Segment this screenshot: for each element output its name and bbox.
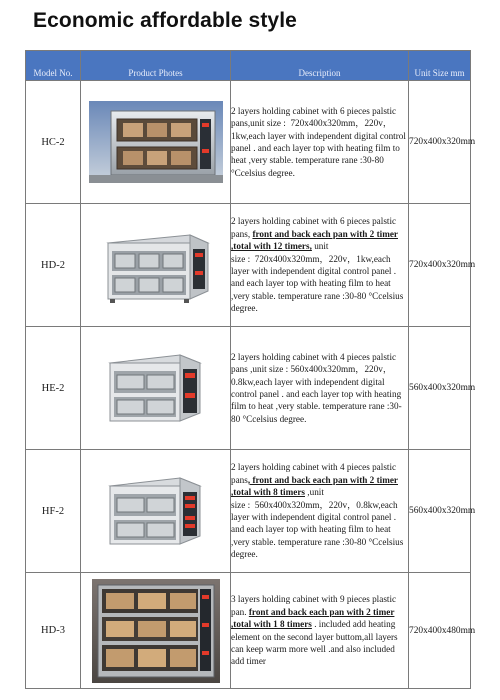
table-row	[26, 204, 471, 327]
product-photo-he2	[104, 347, 208, 429]
description-cell: 2 layers holding cabinet with 6 pieces palstic pans,unit size : 720x400x320mm，220v，1kw,each layer with independent digital control panel . and each layer top with heating film to heat ,very stable. temperature rane :30-80 °Ccelsius degree.	[231, 81, 409, 204]
unit-size-cell: 720x400x480mm	[409, 573, 471, 689]
header-unit-size: Unit Size mm	[409, 51, 471, 81]
product-photo-hc2	[89, 101, 223, 183]
table-header-row	[26, 51, 471, 81]
table-row	[26, 450, 471, 573]
table-row	[26, 81, 471, 204]
model-cell: HC-2	[26, 81, 81, 204]
page-title: Economic affordable style	[33, 9, 297, 32]
product-photo-hf2	[104, 470, 208, 552]
product-photo-cell	[81, 327, 231, 450]
product-photo-hd3	[92, 579, 220, 683]
model-cell: HD-3	[26, 573, 81, 689]
unit-size-cell: 720x400x320mm	[409, 204, 471, 327]
product-photo-cell	[81, 204, 231, 327]
product-photo-cell	[81, 81, 231, 204]
description-cell: 2 layers holding cabinet with 4 pieces palstic pans, front and back each pan with 2 timer ,total with 8 timers ,unit size : 560x400x320mm，220v，0.8kw,each layer with independent digital control panel . and each layer top with heating film to heat ,very stable. temperature rane :30-80 °Ccelsius degree.	[231, 450, 409, 573]
product-photo-cell	[81, 450, 231, 573]
product-photo-hd2	[100, 225, 212, 305]
description-cell: 3 layers holding cabinet with 9 pieces plastic pan. front and back each pan with 2 timer ,total with 1 8 timers . included add heating element on the second layer buttom,all layers can keep warm more well .and also included add timer	[231, 573, 409, 689]
model-cell: HF-2	[26, 450, 81, 573]
model-cell: HE-2	[26, 327, 81, 450]
header-model-no: Model No.	[26, 51, 81, 81]
table-row	[26, 573, 471, 689]
header-product-photos: Product Photes	[81, 51, 231, 81]
description-cell: 2 layers holding cabinet with 4 pieces palstic pans ,unit size : 560x400x320mm，220v，0.8kw,each layer with independent digital control panel . and each layer top with heating film to heat ,very stable. temperature rane :30-80 °Ccelsius degree.	[231, 327, 409, 450]
unit-size-cell: 720x400x320mm	[409, 81, 471, 204]
description-cell: 2 layers holding cabinet with 6 pieces palstic pans, front and back each pan with 2 timer ,total with 12 timers, unit size : 720x400x320mm，220v，1kw,each layer with independent digital control panel . and each layer top with heating film to heat ,very stable. temperature rane :30-80 °Ccelsius degree.	[231, 204, 409, 327]
table-row	[26, 327, 471, 450]
unit-size-cell: 560x400x320mm	[409, 327, 471, 450]
product-photo-cell	[81, 573, 231, 689]
unit-size-cell: 560x400x320mm	[409, 450, 471, 573]
model-cell: HD-2	[26, 204, 81, 327]
header-description: Description	[231, 51, 409, 81]
product-spec-table	[25, 50, 476, 689]
